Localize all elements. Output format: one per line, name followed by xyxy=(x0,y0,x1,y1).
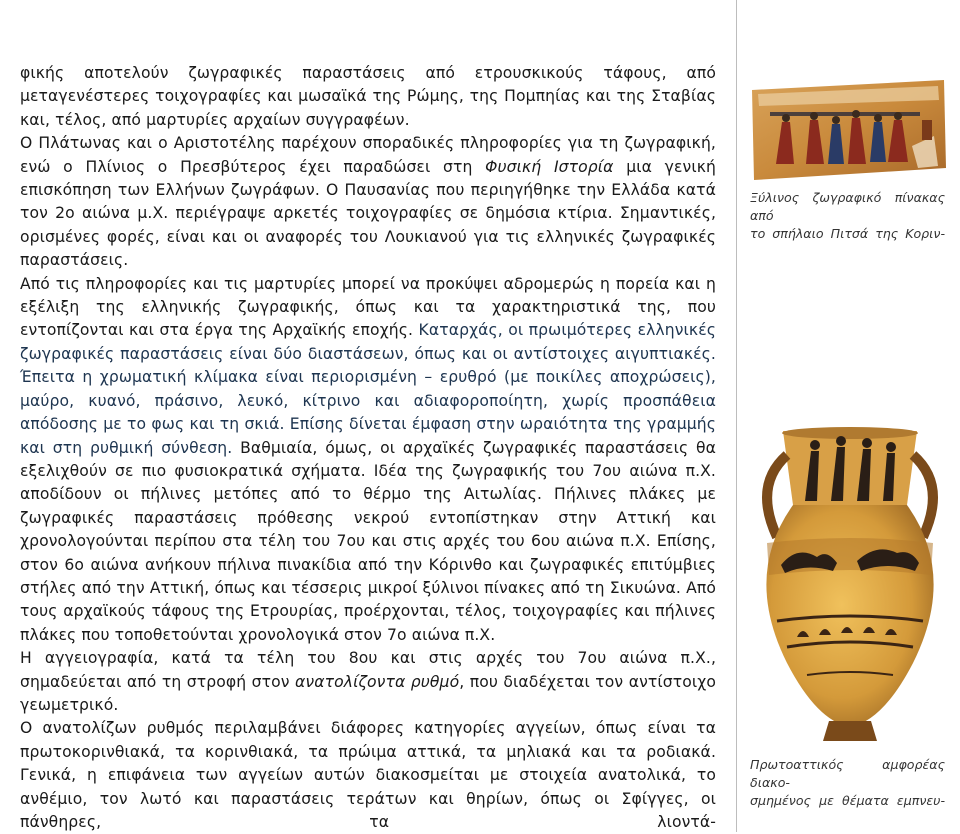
figure-2-caption-line-2: σμημένος με θέματα εμπνευ- xyxy=(750,793,945,808)
column-divider xyxy=(736,0,737,832)
protoattic-amphora-image xyxy=(747,425,953,743)
paragraph-5-text: Ο ανατολίζων ρυθμός περιλαμβάνει διάφορες κατηγορίες αγγείων, όπως είναι τα πρωτοκορινθιακά, τα κορινθιακά, τα πρώιμα αττικά, τα μηλιακά και τα ροδιακά. Γενικά, η επιφάνεια των αγγείων αυτών διακοσμείται με στοιχεία ανατολικά, το ανθέμιο, τον λωτό και παραστάσεις τεράτων και θηρίων, όπως οι Σφίγγες, οι πάνθηρες, τα λιοντά- xyxy=(20,719,716,831)
paragraph-2-text-b: μια γενική επισκόπηση των Ελλήνων ζωγράφων. Ο Παυσανίας που περιηγήθηκε την Ελλάδα κατά τον 2ο αιώνα μ.Χ. περιέγραψε αρκετές τοιχογραφίες σε δημόσια κτίρια. Σημαντικές, ορισμένες φορές, είναι και οι αναφορές του Λουκιανού για τις ελληνικές ζωγραφικές παραστάσεις. xyxy=(20,157,716,270)
figure-1-caption-line-1: Ξύλινος ζωγραφικό πίνακας από xyxy=(750,190,945,223)
paragraph-5 xyxy=(20,717,716,834)
body-text-column xyxy=(20,62,716,834)
paragraph-4 xyxy=(20,647,716,717)
term-orientalizing-style: ανατολίζοντα ρυθμό xyxy=(295,672,460,691)
figure-2-caption-line-1: Πρωτοαττικός αμφορέας διακο- xyxy=(750,757,945,790)
paragraph-1-text: φικής αποτελούν ζωγραφικές παραστάσεις από ετρουσκικούς τάφους, από μεταγενέστερες τοιχογραφίες και μωσαϊκά της Ρώμης, της Πομπηίας και της Σταβίας και, τέλος, από μαρτυρίες αρχαίων συγγραφέων. xyxy=(20,64,716,129)
paragraph-4-text-b: , που διαδέχεται τον αντίστοιχο γεωμετρικό. xyxy=(20,672,716,714)
paragraph-2-text-a: Ο Πλάτωνας και ο Αριστοτέλης παρέχουν σποραδικές πληροφορίες για τη ζωγραφική, ενώ ο Πλίνιος ο Πρεσβύτερος έχει παραδώσει στη xyxy=(20,134,716,176)
figure-1-caption xyxy=(750,189,945,243)
paragraph-3-text-b: Βαθμιαία, όμως, οι αρχαϊκές ζωγραφικές παραστάσεις θα εξελιχθούν σε πιο φυσιοκρατικά σχήματα. Ιδέα της ζωγραφικής του 7ου αιώνα π.Χ. αποδίδουν οι πήλινες μετόπες από το θέρμο της Αιτωλίας. Πήλινες πλάκες με ζωγραφικές παραστάσεις πρόθεσης νεκρού εντοπίστηκαν στην Αττική και χρονολογούνται περίπου στα τέλη του 7ου και στις αρχές του 6ου αιώνα π.Χ. Επίσης, στον 6ο αιώνα ανήκουν πήλινα πινακίδια από την Κόρινθο και ζωγραφικές επιτύμβιες στήλες από την Αττική, όπως και τέσσερις μικροί ξύλινοι πίνακες από τη Σικυώνα. Από τους αρχαϊκούς τάφους της Ετρουρίας, προέρχονται, τέλος, τοιχογραφίες και πήλινες πλάκες που τοποθετούνται χρονολογικά στον 7ο αιώνα π.Χ. xyxy=(20,438,716,644)
paragraph-4-text-a: Η αγγειογραφία, κατά τα τέλη του 8ου και στις αρχές του 7ου αιώνα π.Χ., σημαδεύεται από τη στροφή στον xyxy=(20,649,716,691)
paragraph-2 xyxy=(20,132,716,272)
paragraph-1 xyxy=(20,62,716,132)
book-title-natural-history: Φυσική Ιστορία xyxy=(485,157,614,176)
figure-1-caption-line-2: το σπήλαιο Πιτσά της Κοριν- xyxy=(750,226,945,241)
figure-2-caption xyxy=(750,756,945,810)
paragraph-3-text-a: Από τις πληροφορίες και τις μαρτυρίες μπορεί να προκύψει αδρομερώς η πορεία και η εξέλιξη της ελληνικής ζωγραφικής, όπως και τα χαρακτηριστικά της, που εντοπίζονται και στα έργα της Αρχαϊκής εποχής. xyxy=(20,274,716,340)
paragraph-3 xyxy=(20,273,716,648)
painted-wooden-panel-image xyxy=(748,76,948,182)
paragraph-3-highlighted-text: Καταρχάς, οι πρωιμότερες ελληνικές ζωγραφικές παραστάσεις είναι δύο διαστάσεων, όπως και οι αντίστοιχες αιγυπτιακές. Έπειτα η χρωματική κλίμακα είναι περιορισμένη – ερυθρό (με ποικίλες αποχρώσεις), μαύρο, κυανό, πράσινο, λευκό, κίτρινο και αδιαφοροποίητη, χωρίς προσπάθεια απόδοσης με το φως και τη σκιά. Επίσης δίνεται έμφαση στην ωραιότητα της γραμμής και στη ρυθμική σύνθεση. xyxy=(20,321,716,457)
